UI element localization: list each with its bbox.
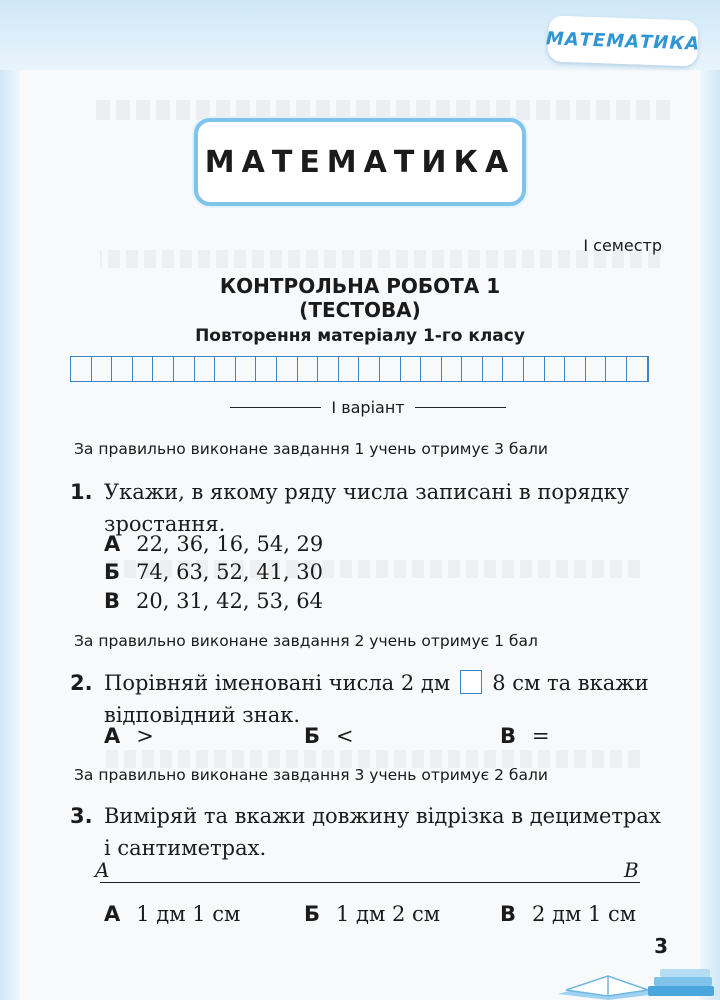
task-1-text-2: зростання. bbox=[104, 512, 226, 536]
comparison-answer-box[interactable] bbox=[460, 670, 482, 694]
student-name-cells[interactable] bbox=[70, 356, 649, 382]
task-1-option-c[interactable]: В 20, 31, 42, 53, 64 bbox=[104, 589, 324, 613]
task-2-option-c[interactable]: В = bbox=[500, 724, 550, 748]
task-1-option-a[interactable]: А 22, 36, 16, 54, 29 bbox=[104, 532, 324, 556]
books-illustration-icon bbox=[548, 950, 718, 1000]
task-2-option-a[interactable]: А > bbox=[104, 724, 154, 748]
semester-label: І семестр bbox=[583, 236, 662, 255]
task-2-text-after: 8 см та вкажи bbox=[492, 671, 649, 695]
page-title-box bbox=[194, 118, 526, 206]
task-2-text: Порівняй іменовані числа 2 дм bbox=[104, 671, 451, 695]
task-1-option-b[interactable]: Б 74, 63, 52, 41, 30 bbox=[104, 560, 324, 584]
measured-segment bbox=[100, 882, 640, 883]
segment-end-label: B bbox=[624, 858, 639, 882]
page-number: 3 bbox=[654, 934, 668, 958]
task-3-text-2: і сантиметрах. bbox=[104, 836, 267, 860]
segment-start-label: A bbox=[95, 858, 110, 882]
task-3-option-a[interactable]: А 1 дм 1 см bbox=[104, 902, 241, 926]
page-title: МАТЕМАТИКА bbox=[204, 144, 516, 180]
task-2-number: 2. bbox=[70, 671, 93, 695]
right-margin-band bbox=[700, 70, 720, 1000]
score-note-3: За правильно виконане завдання 3 учень отримує 2 бали bbox=[74, 766, 548, 784]
task-2-option-b[interactable]: Б < bbox=[304, 724, 354, 748]
task-3-number: 3. bbox=[70, 804, 93, 828]
score-note-2: За правильно виконане завдання 2 учень отримує 1 бал bbox=[74, 632, 538, 650]
task-1-number: 1. bbox=[70, 480, 93, 504]
task-3 bbox=[70, 800, 670, 870]
score-note-1: За правильно виконане завдання 1 учень отримує 3 бали bbox=[74, 440, 548, 458]
test-subtitle: Повторення матеріалу 1-го класу bbox=[195, 326, 525, 346]
variant-label: І варіант bbox=[331, 398, 405, 417]
test-title: КОНТРОЛЬНА РОБОТА 1 bbox=[219, 274, 501, 298]
task-2 bbox=[70, 667, 670, 737]
task-3-option-b[interactable]: Б 1 дм 2 см bbox=[304, 902, 441, 926]
task-3-text: Виміряй та вкажи довжину відрізка в дециметрах bbox=[104, 804, 661, 828]
subject-tab-label: МАТЕМАТИКА bbox=[545, 27, 701, 55]
subject-tab bbox=[547, 15, 699, 66]
task-2-text-2: відповідний знак. bbox=[104, 703, 301, 727]
task-3-option-c[interactable]: В 2 дм 1 см bbox=[500, 902, 637, 926]
test-type: (ТЕСТОВА) bbox=[299, 298, 421, 322]
variant-heading bbox=[230, 398, 506, 417]
task-1-text: Укажи, в якому ряду числа записані в порядку bbox=[104, 480, 630, 504]
left-margin-band bbox=[0, 70, 20, 1000]
